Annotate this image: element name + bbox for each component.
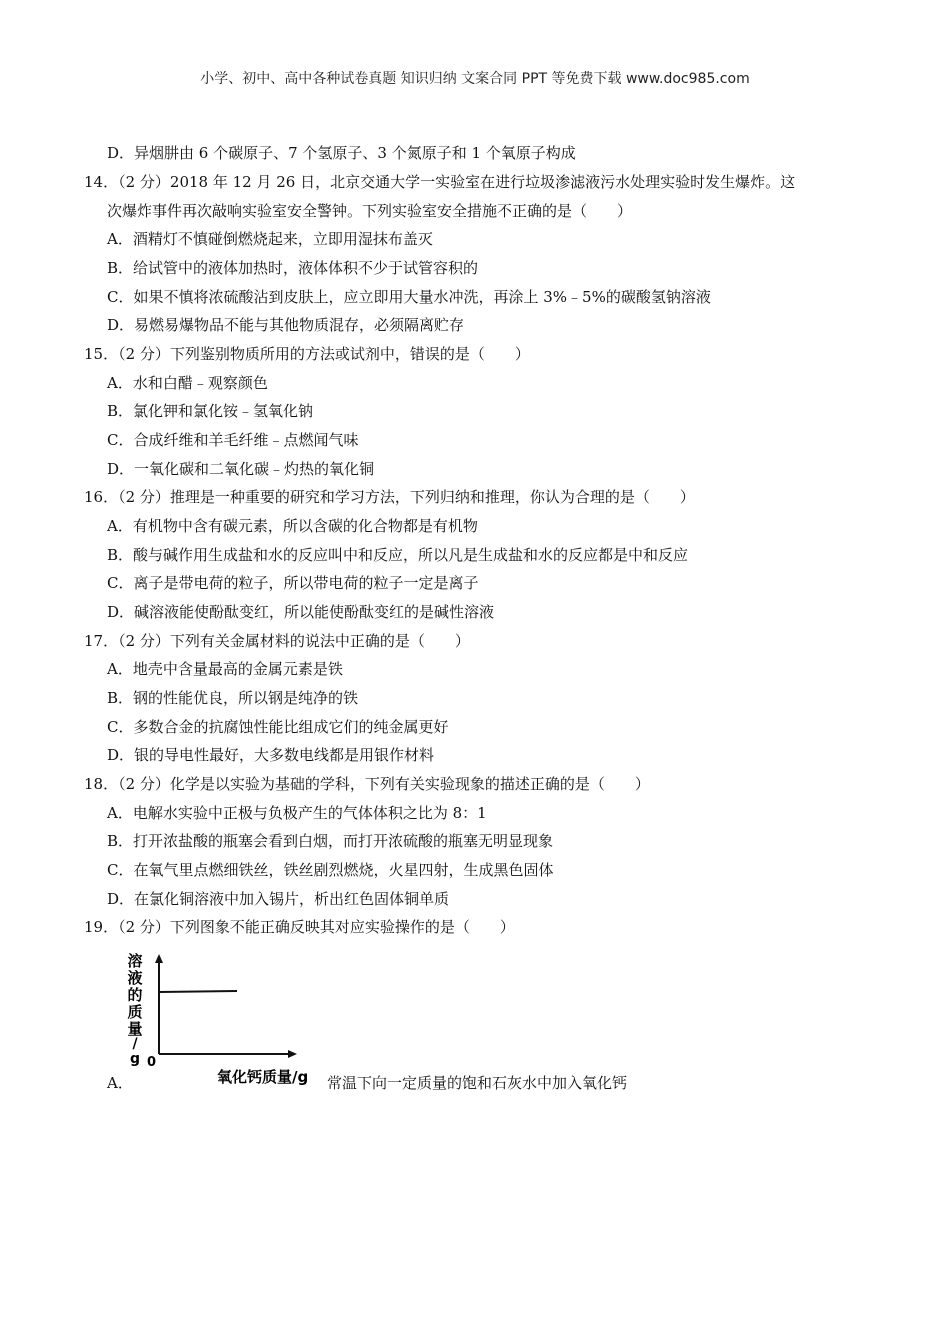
figure-19-a — [107, 950, 707, 1100]
option-14-d: D．易燃易爆物品不能与其他物质混存，必须隔离贮存 — [107, 316, 465, 334]
option-14-c: C．如果不慎将浓硫酸沾到皮肤上，应立即用大量水冲洗，再涂上 3%﹣5%的碳酸氢钠溶液 — [107, 288, 711, 306]
option-19-a-text: 常温下向一定质量的饱和石灰水中加入氧化钙 — [327, 1074, 628, 1092]
ylabel-char: 的 — [127, 986, 143, 1004]
ylabel-char: 量 — [127, 1020, 143, 1038]
option-15-b: B．氯化钾和氯化铵﹣氢氧化钠 — [107, 402, 314, 420]
question-14: 14．（2 分）2018 年 12 月 26 日，北京交通大学一实验室在进行垃圾渗滤液污水处理实验时发生爆炸。这 — [84, 173, 796, 191]
option-16-a: A．有机物中含有碳元素，所以含碳的化合物都是有机物 — [107, 517, 478, 535]
option-18-d: D．在氯化铜溶液中加入锡片，析出红色固体铜单质 — [107, 890, 450, 908]
option-14-a: A．酒精灯不慎碰倒燃烧起来，立即用湿抹布盖灭 — [107, 230, 433, 248]
x-axis-arrow — [288, 1050, 297, 1058]
option-15-a: A．水和白醋﹣观察颜色 — [107, 374, 268, 392]
option-18-c: C．在氧气里点燃细铁丝，铁丝剧烈燃烧，火星四射，生成黑色固体 — [107, 861, 554, 879]
ylabel-char: 质 — [127, 1003, 143, 1021]
option-16-d: D．碱溶液能使酚酞变红，所以能使酚酞变红的是碱性溶液 — [107, 603, 495, 621]
option-13-d: D．异烟肼由 6 个碳原子、7 个氢原子、3 个氮原子和 1 个氧原子构成 — [107, 144, 576, 162]
graph-19-a — [107, 950, 337, 1100]
option-17-b: B．钢的性能优良，所以钢是纯净的铁 — [107, 689, 359, 707]
ylabel-char: g — [129, 1051, 141, 1067]
question-17: 17．（2 分）下列有关金属材料的说法中正确的是（ ） — [84, 632, 470, 650]
option-17-c: C．多数合金的抗腐蚀性能比组成它们的纯金属更好 — [107, 718, 449, 736]
question-16: 16．（2 分）推理是一种重要的研究和学习方法，下列归纳和推理，你认为合理的是（ ） — [84, 488, 695, 506]
option-19-a-label: A． — [107, 1074, 133, 1092]
option-16-b: B．酸与碱作用生成盐和水的反应叫中和反应，所以凡是生成盐和水的反应都是中和反应 — [107, 546, 689, 564]
option-15-d: D．一氧化碳和二氧化碳﹣灼热的氧化铜 — [107, 460, 375, 478]
option-16-c: C．离子是带电荷的粒子，所以带电荷的粒子一定是离子 — [107, 574, 479, 592]
y-axis-arrow — [155, 954, 163, 963]
option-18-a: A．电解水实验中正极与负极产生的气体体积之比为 8：1 — [107, 804, 487, 822]
option-17-a: A．地壳中含量最高的金属元素是铁 — [107, 660, 343, 678]
page-header: 小学、初中、高中各种试卷真题 知识归纳 文案合同 PPT 等免费下载 www.doc985.com — [200, 71, 750, 87]
data-line — [159, 991, 237, 992]
question-18: 18．（2 分）化学是以实验为基础的学科，下列有关实验现象的描述正确的是（ ） — [84, 775, 650, 793]
ylabel-char: / — [132, 1036, 138, 1052]
question-14-cont: 次爆炸事件再次敲响实验室安全警钟。下列实验室安全措施不正确的是（ ） — [107, 202, 633, 220]
xlabel: 氧化钙质量/g — [217, 1068, 309, 1086]
option-15-c: C．合成纤维和羊毛纤维﹣点燃闻气味 — [107, 431, 359, 449]
question-15: 15．（2 分）下列鉴别物质所用的方法或试剂中，错误的是（ ） — [84, 345, 530, 363]
ylabel-char: 液 — [127, 969, 143, 987]
origin-label: 0 — [147, 1055, 157, 1070]
question-19: 19．（2 分）下列图象不能正确反映其对应实验操作的是（ ） — [84, 918, 515, 936]
option-18-b: B．打开浓盐酸的瓶塞会看到白烟，而打开浓硫酸的瓶塞无明显现象 — [107, 832, 554, 850]
ylabel-char: 溶 — [127, 952, 143, 970]
option-17-d: D．银的导电性最好，大多数电线都是用银作材料 — [107, 746, 435, 764]
option-14-b: B．给试管中的液体加热时，液体体积不少于试管容积的 — [107, 259, 479, 277]
